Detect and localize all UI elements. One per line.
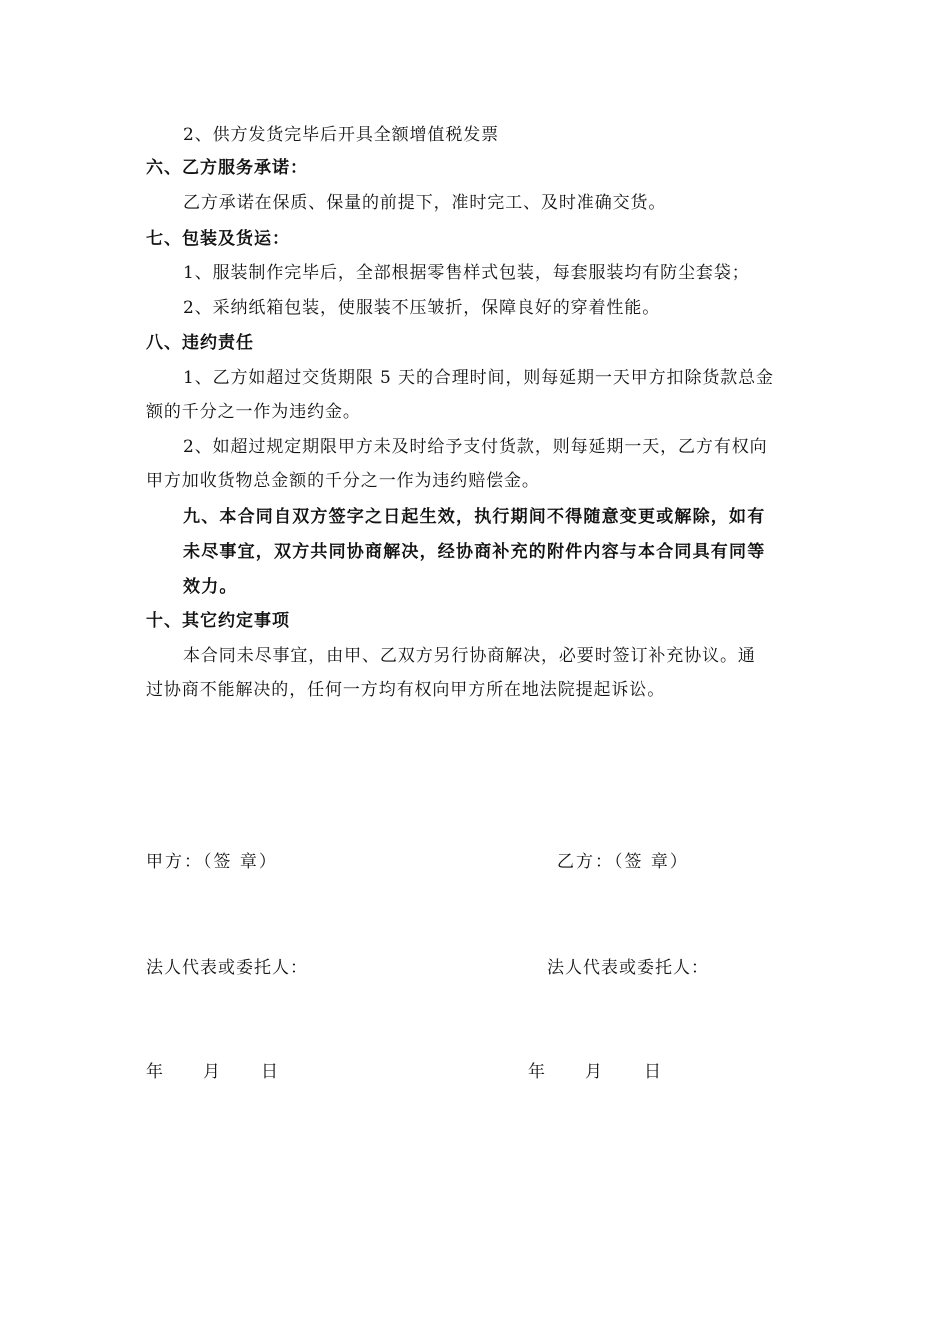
party-b-date-month: 月: [585, 1062, 602, 1082]
section7-heading: 七、包装及货运：: [146, 229, 290, 249]
section6-body: 乙方承诺在保质、保量的前提下，准时完工、及时准确交货。: [183, 193, 667, 213]
party-b-representative: 法人代表或委托人：: [547, 958, 709, 978]
section8-item1-line2: 额的千分之一作为违约金。: [146, 402, 361, 422]
party-a-date-month: 月: [203, 1062, 220, 1082]
party-a-representative: 法人代表或委托人：: [146, 958, 308, 978]
section10-line1: 本合同未尽事宜，由甲、乙双方另行协商解决，必要时签订补充协议。通: [183, 646, 756, 666]
section7-item1: 1、服装制作完毕后，全部根据零售样式包装，每套服装均有防尘套袋；: [183, 263, 750, 283]
section9-line1: 九、本合同自双方签字之日起生效，执行期间不得随意变更或解除，如有: [183, 507, 766, 527]
section8-item2-line1: 2、如超过规定期限甲方未及时给予支付货款，则每延期一天，乙方有权向: [183, 437, 768, 457]
party-b-date-day: 日: [644, 1062, 661, 1082]
section6-heading: 六、乙方服务承诺：: [146, 158, 308, 178]
section8-item1-line1: 1、乙方如超过交货期限 5 天的合理时间，则每延期一天甲方扣除货款总金: [183, 368, 774, 388]
party-a-date-year: 年: [146, 1062, 163, 1082]
section8-heading: 八、违约责任: [146, 333, 254, 353]
section9-line2: 未尽事宜，双方共同协商解决，经协商补充的附件内容与本合同具有同等: [183, 542, 766, 562]
party-a-date-day: 日: [261, 1062, 278, 1082]
section10-line2: 过协商不能解决的，任何一方均有权向甲方所在地法院提起诉讼。: [146, 680, 666, 700]
party-a-signature: 甲方：（签 章）: [146, 852, 278, 872]
clause5-item2: 2、供方发货完毕后开具全额增值税发票: [183, 125, 500, 145]
party-b-signature: 乙方：（签 章）: [557, 852, 689, 872]
party-b-date-year: 年: [528, 1062, 545, 1082]
section7-item2: 2、采纳纸箱包装，使服装不压皱折，保障良好的穿着性能。: [183, 298, 661, 318]
section10-heading: 十、其它约定事项: [146, 611, 290, 631]
section8-item2-line2: 甲方加收货物总金额的千分之一作为违约赔偿金。: [146, 471, 540, 491]
section9-line3: 效力。: [183, 577, 238, 597]
